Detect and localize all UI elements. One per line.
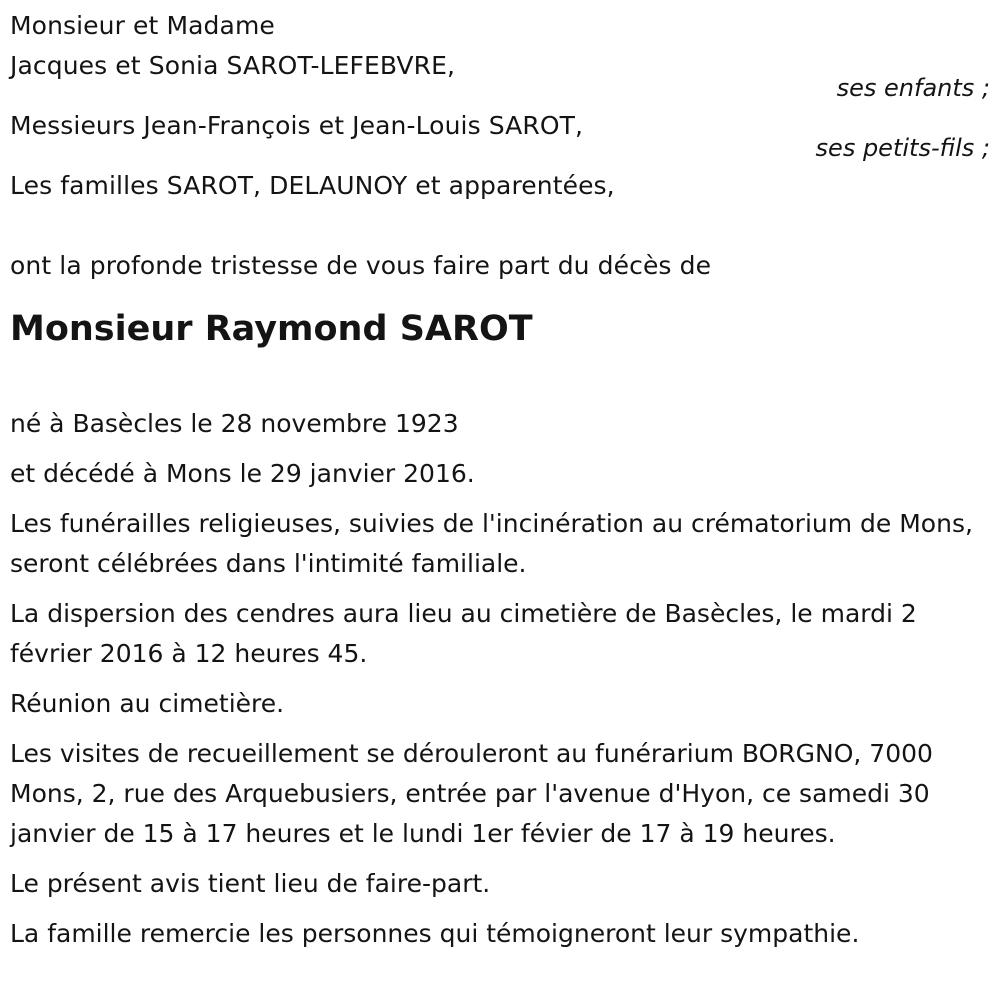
funeral-info: Les funérailles religieuses, suivies de l'incinération au crématorium de Mons, seront célébrées dans l'intimité familiale. — [10, 509, 973, 578]
visits-info: Les visites de recueillement se dérouleront au funérarium BORGNO, 7000 Mons, 2, rue des Arquebusiers, entrée par l'avenue d'Hyon, ce samedi 30 janvier de 15 à 17 heures et le lundi 1er févier de 17 à 19 heures. — [10, 739, 933, 848]
death-info: et décédé à Mons le 29 janvier 2016. — [10, 459, 475, 488]
family-line-4: Les familles SAROT, DELAUNOY et apparentées, — [10, 171, 615, 200]
role-grandchildren: ses petits-fils ; — [815, 134, 990, 162]
meeting-info: Réunion au cimetière. — [10, 689, 285, 718]
role-children: ses enfants ; — [836, 74, 990, 102]
family-line-1: Monsieur et Madame — [10, 11, 275, 40]
obituary-notice — [10, 6, 990, 964]
thanks-info: La famille remercie les personnes qui témoigneront leur sympathie. — [10, 919, 860, 948]
dispersion-info: La dispersion des cendres aura lieu au cimetière de Basècles, le mardi 2 février 2016 à 12 heures 45. — [10, 599, 917, 668]
announcement-line: ont la profonde tristesse de vous faire part du décès de — [10, 251, 712, 280]
birth-info: né à Basècles le 28 novembre 1923 — [10, 409, 459, 438]
notice-info: Le présent avis tient lieu de faire-part. — [10, 869, 491, 898]
family-line-2: Jacques et Sonia SAROT-LEFEBVRE, — [10, 51, 456, 80]
deceased-name: Monsieur Raymond SAROT — [10, 309, 533, 349]
family-line-3: Messieurs Jean-François et Jean-Louis SAROT, — [10, 111, 584, 140]
